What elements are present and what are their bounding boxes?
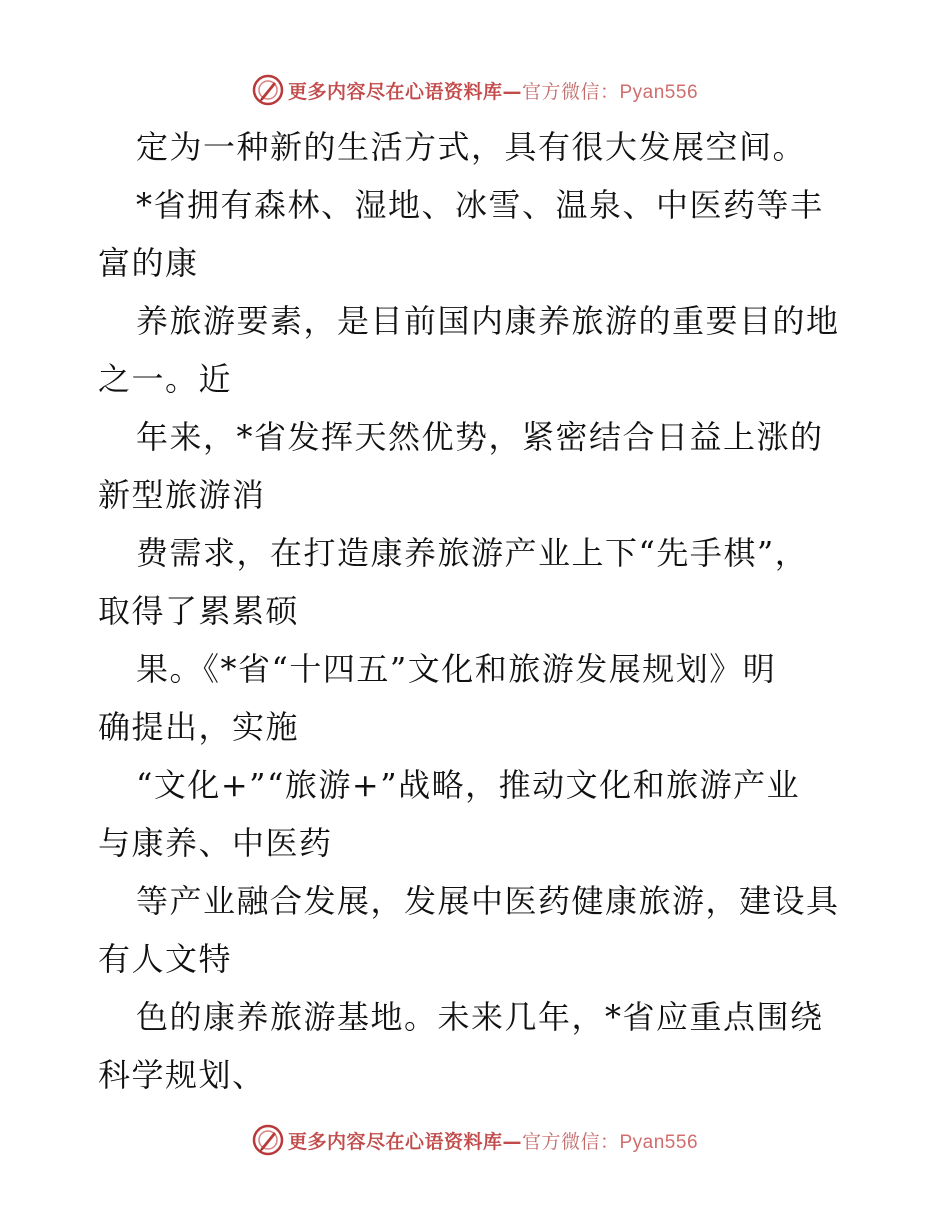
watermark-account: Pyan556 (619, 1131, 699, 1153)
text-line: 等产业融合发展，发展中医药健康旅游，建设具 (136, 882, 840, 920)
text-line: “文化+”“旅游+”战略，推动文化和旅游产业 (136, 766, 801, 804)
quill-logo-icon (252, 74, 284, 106)
document-body (98, 118, 858, 1104)
footer-watermark (0, 1120, 950, 1160)
text-line: 确提出，实施 (98, 708, 300, 746)
watermark-site-text: 更多内容尽在心语资料库 (287, 80, 503, 103)
text-line: 之一。近 (98, 360, 233, 398)
watermark-account: Pyan556 (619, 81, 699, 103)
header-watermark (0, 70, 950, 110)
quill-logo-icon (252, 1124, 284, 1156)
text-line: 果。《*省“十四五”文化和旅游发展规划》明 (136, 650, 777, 688)
text-line: 与康养、中医药 (98, 824, 333, 862)
watermark-wechat-label: 官方微信： (521, 80, 620, 103)
text-line: 科学规划、 (98, 1056, 266, 1094)
text-line: 费需求，在打造康养旅游产业上下“先手棋”， (136, 534, 809, 572)
watermark-wechat-label: 官方微信： (521, 1130, 620, 1153)
watermark-dash: — (502, 80, 522, 103)
watermark-dash: — (502, 1130, 522, 1153)
text-line: 年来，*省发挥天然优势，紧密结合日益上涨的 (136, 418, 824, 456)
text-line: 有人文特 (98, 940, 233, 978)
text-line: 色的康养旅游基地。未来几年，*省应重点围绕 (136, 998, 824, 1036)
text-line: 定为一种新的生活方式，具有很大发展空间。 (136, 128, 807, 166)
text-line: *省拥有森林、湿地、冰雪、温泉、中医药等丰 (136, 186, 824, 224)
watermark-site-text: 更多内容尽在心语资料库 (287, 1130, 503, 1153)
text-line: 取得了累累硕 (98, 592, 300, 630)
text-line: 富的康 (98, 244, 199, 282)
text-line: 养旅游要素，是目前国内康养旅游的重要目的地 (136, 302, 840, 340)
text-line: 新型旅游消 (98, 476, 266, 514)
